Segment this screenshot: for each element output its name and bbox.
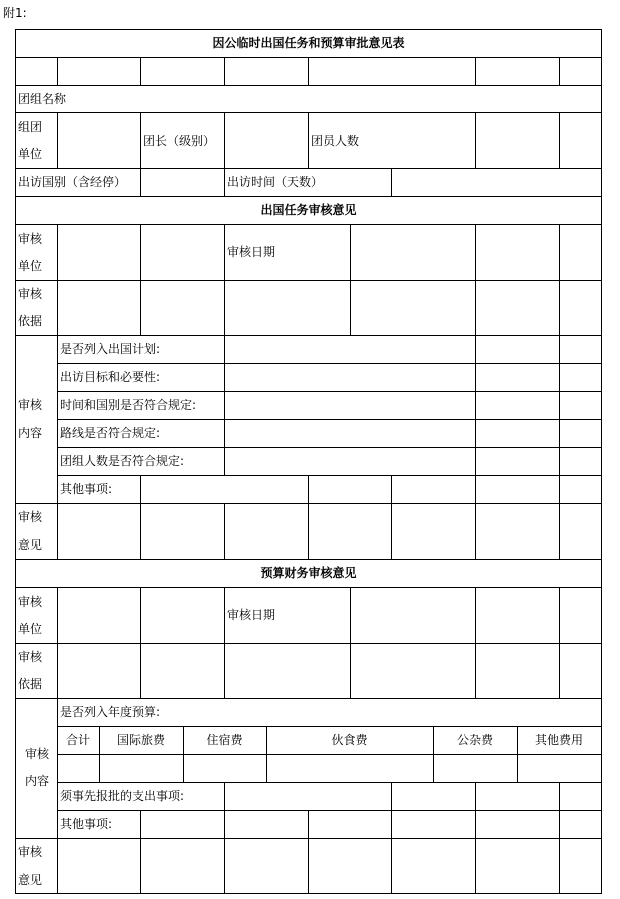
- col-line: [475, 57, 476, 85]
- col-line: [559, 57, 560, 85]
- row-line: [15, 559, 602, 560]
- review-item: 团组人数是否符合规定:: [60, 454, 185, 468]
- col-line: [224, 335, 225, 475]
- budget-other-label: 其他事项:: [60, 817, 113, 831]
- col-line: [559, 503, 560, 559]
- budget-review-content-line1: 审核: [25, 747, 50, 761]
- task-review-content-line1: 审核: [18, 398, 43, 412]
- col-line: [140, 503, 141, 559]
- countries-label: 出访国别（含经停）: [18, 175, 127, 189]
- budget-review-heading: 预算财务审核意见: [260, 566, 357, 580]
- row-line: [15, 643, 602, 644]
- col-line: [140, 57, 141, 85]
- task-review-unit-line1: 审核: [18, 232, 43, 246]
- row-line: [15, 224, 602, 225]
- col-line: [140, 168, 141, 196]
- col-line: [559, 224, 560, 335]
- col-line: [57, 698, 58, 838]
- table-border-left: [15, 29, 16, 894]
- task-review-opinion-line1: 审核: [18, 510, 43, 524]
- cost-column-header: 公杂费: [456, 733, 493, 747]
- task-review-basis-line2: 依据: [18, 314, 43, 328]
- members-label: 团员人数: [311, 134, 360, 148]
- col-line: [308, 112, 309, 168]
- col-line: [57, 112, 58, 168]
- col-line: [559, 838, 560, 893]
- row-line: [57, 475, 602, 476]
- budget-review-basis-line1: 审核: [18, 650, 43, 664]
- visit-time-label: 出访时间（天数）: [227, 175, 324, 189]
- col-line: [391, 503, 392, 559]
- row-line: [57, 726, 602, 727]
- col-line: [475, 782, 476, 838]
- pre-approval-label: 须事先报批的支出事项:: [60, 789, 185, 803]
- row-line: [57, 754, 602, 755]
- row-line: [57, 419, 602, 420]
- review-item: 路线是否符合规定:: [60, 426, 161, 440]
- row-line: [15, 85, 602, 86]
- col-line: [475, 587, 476, 698]
- org-unit-label-line2: 单位: [18, 147, 43, 161]
- col-line: [350, 587, 351, 698]
- col-line: [224, 838, 225, 893]
- row-line: [15, 280, 602, 281]
- cost-column-header: 住宿费: [206, 733, 243, 747]
- col-line: [224, 503, 225, 559]
- col-line: [475, 224, 476, 335]
- budget-review-content-line2: 内容: [25, 774, 50, 788]
- cost-column-header: 其他费用: [534, 733, 583, 747]
- col-line: [57, 57, 58, 85]
- col-line: [224, 168, 225, 196]
- col-line: [391, 168, 392, 196]
- col-line: [475, 838, 476, 893]
- col-line: [559, 587, 560, 698]
- col-line: [140, 475, 141, 503]
- col-line: [224, 782, 225, 838]
- budget-review-unit-line1: 审核: [18, 595, 43, 609]
- in-budget-label: 是否列入年度预算:: [60, 705, 161, 719]
- row-line: [15, 335, 602, 336]
- col-line: [57, 503, 58, 559]
- task-review-heading: 出国任务审核意见: [260, 203, 357, 217]
- cost-column-header: 合计: [65, 733, 90, 747]
- review-item: 出访目标和必要性:: [60, 370, 161, 384]
- task-review-basis-line1: 审核: [18, 287, 43, 301]
- form-title: 因公临时出国任务和预算审批意见表: [212, 36, 405, 50]
- row-line: [15, 698, 602, 699]
- col-line: [475, 335, 476, 503]
- col-line: [224, 224, 225, 335]
- col-line: [475, 112, 476, 168]
- col-line: [224, 587, 225, 698]
- budget-review-basis-line2: 依据: [18, 677, 43, 691]
- task-review-opinion-line2: 意见: [18, 538, 43, 552]
- col-line: [57, 224, 58, 335]
- col-line: [224, 57, 225, 85]
- review-item: 是否列入出国计划:: [60, 342, 161, 356]
- col-line: [308, 838, 309, 893]
- delegation-name-label: 团组名称: [18, 92, 67, 106]
- budget-review-opinion-line2: 意见: [18, 873, 43, 887]
- col-line: [140, 810, 141, 838]
- col-line: [140, 224, 141, 335]
- col-line: [140, 838, 141, 893]
- col-line: [57, 335, 58, 503]
- budget-review-unit-line2: 单位: [18, 622, 43, 636]
- budget-review-opinion-line1: 审核: [18, 845, 43, 859]
- task-review-date-label: 审核日期: [227, 245, 276, 259]
- col-line: [391, 782, 392, 838]
- col-line: [391, 838, 392, 893]
- col-line: [350, 224, 351, 335]
- review-item: 时间和国别是否符合规定:: [60, 398, 197, 412]
- row-line: [15, 196, 602, 197]
- row-line: [57, 447, 602, 448]
- task-review-content-line2: 内容: [18, 426, 43, 440]
- col-line: [308, 503, 309, 559]
- org-unit-label-line1: 组团: [18, 120, 43, 134]
- budget-review-date-label: 审核日期: [227, 608, 276, 622]
- cost-column-header: 国际旅费: [116, 733, 165, 747]
- table-border-top: [15, 29, 602, 30]
- row-line: [15, 168, 602, 169]
- row-line: [57, 363, 602, 364]
- row-line: [57, 810, 602, 811]
- col-line: [140, 587, 141, 698]
- task-review-unit-line2: 单位: [18, 259, 43, 273]
- col-line: [391, 475, 392, 503]
- col-line: [475, 503, 476, 559]
- col-line: [559, 112, 560, 168]
- col-line: [308, 810, 309, 838]
- row-line: [57, 391, 602, 392]
- row-line: [15, 587, 602, 588]
- attachment-label: 附1:: [3, 6, 27, 20]
- col-line: [308, 475, 309, 503]
- col-line: [57, 838, 58, 893]
- col-line: [224, 112, 225, 168]
- col-line: [57, 587, 58, 698]
- row-line: [57, 782, 602, 783]
- table-border-bottom: [15, 893, 602, 894]
- leader-label: 团长（级别）: [143, 134, 216, 148]
- col-line: [559, 335, 560, 503]
- col-line: [559, 782, 560, 838]
- cost-column-header: 伙食费: [331, 733, 368, 747]
- col-line: [308, 57, 309, 85]
- col-line: [140, 112, 141, 168]
- table-border-right: [601, 29, 602, 894]
- review-item: 其他事项:: [60, 482, 113, 496]
